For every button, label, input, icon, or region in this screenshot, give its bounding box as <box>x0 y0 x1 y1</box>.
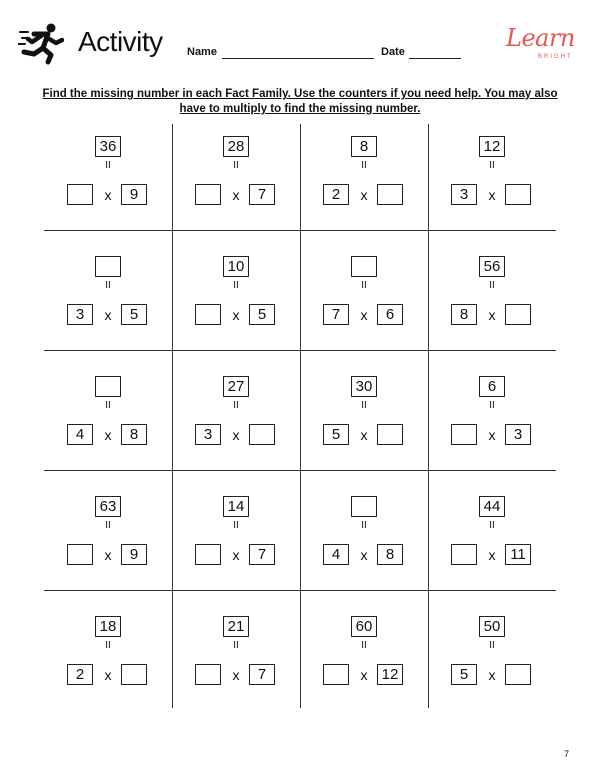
factor-right-box: 11 <box>505 544 531 565</box>
factor-left-box: 5 <box>323 424 349 445</box>
date-field[interactable] <box>409 58 461 59</box>
factor-left-box: 8 <box>451 304 477 325</box>
factor-right-box[interactable] <box>377 184 403 205</box>
factor-right-box[interactable] <box>121 664 147 685</box>
factor-left-box: 4 <box>323 544 349 565</box>
fact-family-grid <box>44 124 556 708</box>
fact-family-problem <box>44 124 172 244</box>
equals-sign: II <box>105 280 111 291</box>
date-label: Date <box>381 46 405 58</box>
product-box: 36 <box>95 136 121 157</box>
equals-sign: II <box>233 280 239 291</box>
factor-left-box: 3 <box>67 304 93 325</box>
product-box[interactable] <box>351 496 377 517</box>
equals-sign: II <box>233 160 239 171</box>
fact-family-problem <box>44 484 172 604</box>
equals-sign: II <box>361 160 367 171</box>
times-sign: x <box>104 427 112 443</box>
product-box: 21 <box>223 616 249 637</box>
fact-family-problem <box>428 364 556 484</box>
name-label: Name <box>187 46 217 58</box>
fact-family-problem <box>44 244 172 364</box>
fact-family-problem <box>428 124 556 244</box>
running-person-icon <box>18 22 64 66</box>
fact-family-problem <box>300 244 428 364</box>
equals-sign: II <box>489 640 495 651</box>
times-sign: x <box>104 307 112 323</box>
fact-family-problem <box>300 604 428 724</box>
factor-left-box: 3 <box>451 184 477 205</box>
times-sign: x <box>488 547 496 563</box>
product-box[interactable] <box>95 256 121 277</box>
fact-family-problem <box>428 244 556 364</box>
learn-bright-logo <box>506 24 582 72</box>
instructions <box>40 87 560 117</box>
equals-sign: II <box>361 400 367 411</box>
factor-right-box: 9 <box>121 544 147 565</box>
fact-family-problem <box>44 604 172 724</box>
equals-sign: II <box>489 280 495 291</box>
times-sign: x <box>360 307 368 323</box>
factor-right-box: 5 <box>121 304 147 325</box>
product-box: 63 <box>95 496 121 517</box>
factor-right-box[interactable] <box>505 304 531 325</box>
equals-sign: II <box>233 520 239 531</box>
product-box: 8 <box>351 136 377 157</box>
equals-sign: II <box>105 640 111 651</box>
factor-right-box: 9 <box>121 184 147 205</box>
product-box: 27 <box>223 376 249 397</box>
factor-right-box[interactable] <box>505 184 531 205</box>
fact-family-problem <box>300 124 428 244</box>
factor-right-box: 7 <box>249 184 275 205</box>
fact-family-problem <box>44 364 172 484</box>
product-box[interactable] <box>351 256 377 277</box>
product-box[interactable] <box>95 376 121 397</box>
factor-right-box: 7 <box>249 664 275 685</box>
fact-family-problem <box>300 484 428 604</box>
equals-sign: II <box>361 640 367 651</box>
times-sign: x <box>360 187 368 203</box>
times-sign: x <box>360 427 368 443</box>
product-box: 44 <box>479 496 505 517</box>
product-box: 56 <box>479 256 505 277</box>
fact-family-problem <box>172 484 300 604</box>
factor-left-box: 7 <box>323 304 349 325</box>
factor-left-box: 4 <box>67 424 93 445</box>
equals-sign: II <box>105 520 111 531</box>
factor-right-box[interactable] <box>377 424 403 445</box>
fact-family-problem <box>300 364 428 484</box>
factor-right-box: 12 <box>377 664 403 685</box>
fact-family-problem <box>172 244 300 364</box>
page-number: 7 <box>564 749 570 759</box>
equals-sign: II <box>489 520 495 531</box>
times-sign: x <box>232 547 240 563</box>
instructions-line-2: have to multiply to find the missing number. <box>179 103 421 115</box>
product-box: 30 <box>351 376 377 397</box>
product-box: 14 <box>223 496 249 517</box>
logo-subtext: BRIGHT <box>538 54 573 60</box>
equals-sign: II <box>361 280 367 291</box>
times-sign: x <box>104 187 112 203</box>
times-sign: x <box>488 187 496 203</box>
times-sign: x <box>360 667 368 683</box>
equals-sign: II <box>105 160 111 171</box>
fact-family-problem <box>428 604 556 724</box>
equals-sign: II <box>233 400 239 411</box>
equals-sign: II <box>489 400 495 411</box>
equals-sign: II <box>105 400 111 411</box>
times-sign: x <box>360 547 368 563</box>
fact-family-problem <box>172 124 300 244</box>
worksheet-header <box>0 0 600 80</box>
product-box: 28 <box>223 136 249 157</box>
product-box: 12 <box>479 136 505 157</box>
product-box: 10 <box>223 256 249 277</box>
factor-right-box: 5 <box>249 304 275 325</box>
fact-family-problem <box>172 364 300 484</box>
product-box: 18 <box>95 616 121 637</box>
page-title: Activity <box>78 26 163 57</box>
factor-right-box[interactable] <box>505 664 531 685</box>
factor-left-box: 2 <box>67 664 93 685</box>
equals-sign: II <box>489 160 495 171</box>
times-sign: x <box>232 667 240 683</box>
factor-left-box: 5 <box>451 664 477 685</box>
factor-left-box: 3 <box>195 424 221 445</box>
fact-family-problem <box>428 484 556 604</box>
factor-right-box: 6 <box>377 304 403 325</box>
factor-right-box: 7 <box>249 544 275 565</box>
times-sign: x <box>104 667 112 683</box>
times-sign: x <box>488 667 496 683</box>
times-sign: x <box>232 307 240 323</box>
factor-right-box: 8 <box>377 544 403 565</box>
times-sign: x <box>104 547 112 563</box>
factor-right-box[interactable] <box>249 424 275 445</box>
product-box: 60 <box>351 616 377 637</box>
factor-right-box: 8 <box>121 424 147 445</box>
logo-word: Learn <box>506 24 575 52</box>
times-sign: x <box>488 427 496 443</box>
times-sign: x <box>232 187 240 203</box>
equals-sign: II <box>233 640 239 651</box>
factor-right-box: 3 <box>505 424 531 445</box>
equals-sign: II <box>361 520 367 531</box>
name-field[interactable] <box>222 58 374 59</box>
fact-family-problem <box>172 604 300 724</box>
instructions-line-1: Find the missing number in each Fact Family. Use the counters if you need help. You may also <box>42 88 558 100</box>
times-sign: x <box>488 307 496 323</box>
product-box: 50 <box>479 616 505 637</box>
times-sign: x <box>232 427 240 443</box>
factor-left-box: 2 <box>323 184 349 205</box>
product-box: 6 <box>479 376 505 397</box>
